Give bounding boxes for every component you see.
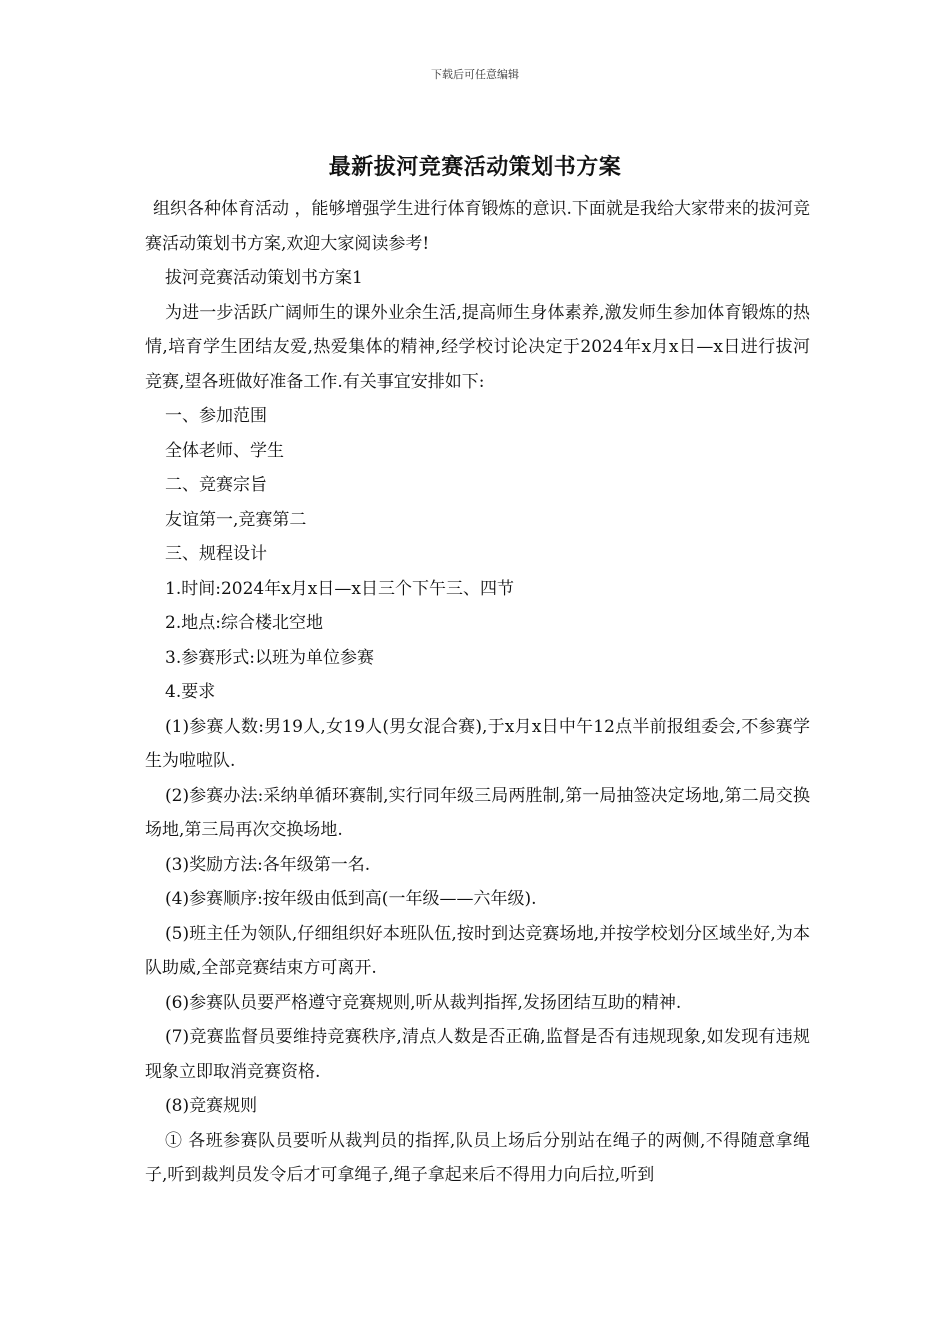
body-paragraph: 友谊第一,竞赛第二 <box>165 509 307 530</box>
body-paragraph: 全体老师、学生 <box>165 440 284 461</box>
list-item: (8)竞赛规则 <box>165 1096 258 1116</box>
list-item: (3)奖励方法:各年级第一名. <box>165 854 371 875</box>
list-item: 4.要求 <box>165 682 216 702</box>
list-item: (6)参赛队员要严格遵守竞赛规则,听从裁判指挥,发扬团结互助的精神. <box>165 992 682 1013</box>
list-item: (2)参赛办法:采纳单循环赛制,实行同年级三局两胜制,第一局抽签决定场地,第二局交换场地,第三局再次交换场地. <box>145 785 810 840</box>
list-item: 2.地点:综合楼北空地 <box>165 613 323 633</box>
intro-paragraph: 组织各种体育活动 ，能够增强学生进行体育锻炼的意识.下面就是我给大家带来的拔河竞赛活动策划书方案,欢迎大家阅读参考! <box>145 199 810 254</box>
list-item: (4)参赛顺序:按年级由低到高(一年级——六年级). <box>165 889 537 909</box>
list-item: ① 各班参赛队员要听从裁判员的指挥,队员上场后分别站在绳子的两侧,不得随意拿绳子,听到裁判员发令后才可拿绳子,绳子拿起来后不得用力向后拉,听到 <box>145 1130 810 1185</box>
list-item: (7)竞赛监督员要维持竞赛秩序,清点人数是否正确,监督是否有违规现象,如发现有违规现象立即取消竞赛资格. <box>145 1027 810 1082</box>
body-paragraph: 为进一步活跃广阔师生的课外业余生活,提高师生身体素养,激发师生参加体育锻炼的热情,培育学生团结友爱,热爱集体的精神,经学校讨论决定于2024年x月x日—x日进行拔河竞赛,望各班做好准备工作.有关事宜安排如下: <box>145 302 810 392</box>
section-heading: 二、竞赛宗旨 <box>165 475 267 495</box>
list-item: (5)班主任为领队,仔细组织好本班队伍,按时到达竞赛场地,并按学校划分区域坐好,为本队助威,全部竞赛结束方可离开. <box>145 923 810 978</box>
list-item: 3.参赛形式:以班为单位参赛 <box>165 647 374 668</box>
document-title: 最新拔河竞赛活动策划书方案 <box>328 154 622 180</box>
section-heading: 拔河竞赛活动策划书方案1 <box>165 268 363 288</box>
list-item: (1)参赛人数:男19人,女19人(男女混合赛),于x月x日中午12点半前报组委会,不参赛学生为啦啦队. <box>145 716 810 771</box>
section-heading: 三、规程设计 <box>165 544 267 564</box>
section-heading: 一、参加范围 <box>165 406 267 426</box>
list-item: 1.时间:2024年x月x日—x日三个下午三、四节 <box>165 578 514 599</box>
document-body <box>145 192 810 1193</box>
header-note: 下载后可任意编辑 <box>431 68 519 81</box>
